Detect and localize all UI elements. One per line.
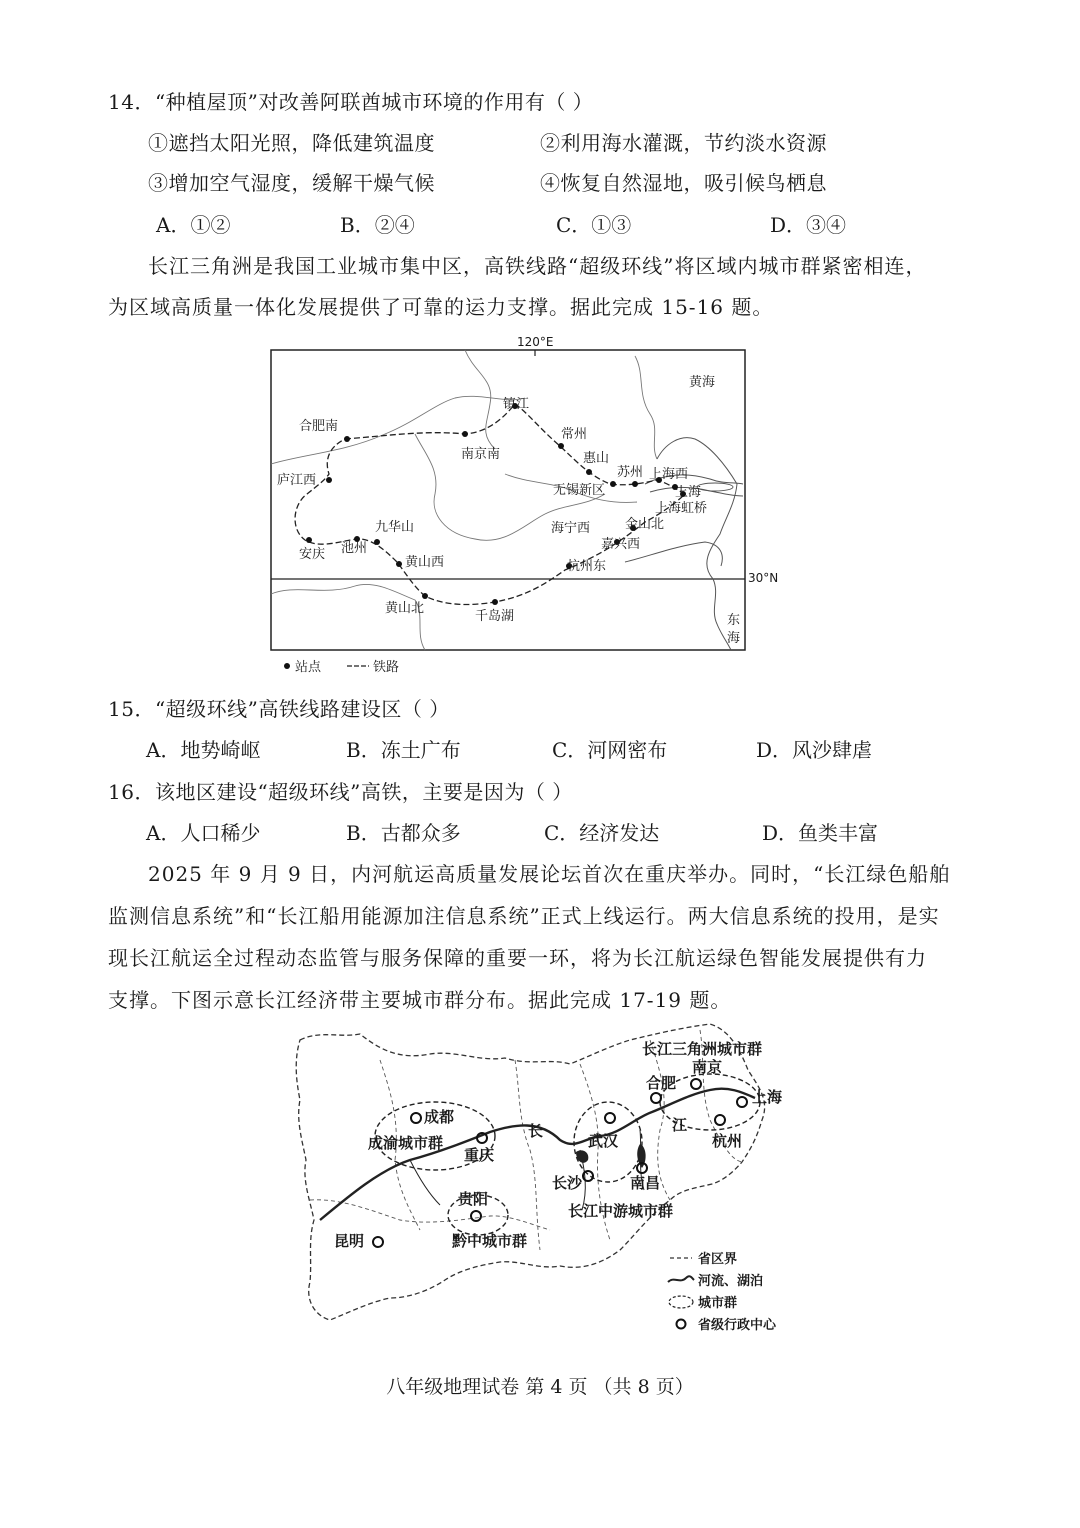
station-label: 安庆 (299, 547, 326, 562)
chongming-island (697, 483, 733, 491)
tributary-river (410, 1160, 440, 1205)
page-footer: 八年级地理试卷 第 4 页 （共 8 页） (386, 1376, 694, 1398)
sea-label-dong: 东 (727, 613, 741, 628)
station-dot (326, 477, 332, 483)
city-marker-hefei (651, 1093, 661, 1103)
province-border (515, 1060, 540, 1250)
legend-cluster-label: 城市群 (698, 1296, 738, 1311)
lat-30n-label: 30°N (748, 571, 779, 585)
city-label: 南昌 (630, 1174, 661, 1192)
sea-label-huanghai: 黄海 (689, 375, 716, 390)
city-label: 贵阳 (458, 1190, 489, 1208)
legend-station-label: 站点 (295, 660, 322, 675)
station-dot (492, 599, 498, 605)
q15-stem: 15．“超级环线”高铁线路建设区（ ） (108, 697, 450, 721)
city-label: 昆明 (334, 1232, 365, 1250)
station-dot (344, 436, 350, 442)
station-label: 九华山 (375, 520, 415, 535)
sea-label-hai: 海 (727, 631, 741, 646)
q16-option-b: B．古都众多 (346, 821, 461, 845)
station-dot (422, 593, 428, 599)
city-label: 武汉 (588, 1132, 619, 1150)
station-label: 上海西 (649, 467, 689, 482)
city-cluster-map (280, 1020, 810, 1333)
legend-railway-label: 铁路 (373, 660, 400, 675)
city-label: 上海 (752, 1088, 783, 1106)
river-char-jiang: 江 (672, 1116, 688, 1134)
city-marker-wuhan (605, 1113, 615, 1123)
q15-option-d: D．风沙肆虐 (756, 738, 873, 762)
q14-item-3: ③增加空气湿度，缓解干燥气候 (148, 171, 435, 195)
railway-map (265, 334, 779, 684)
q14-option-d: D．③④ (770, 213, 847, 237)
cluster-label-yrd: 长江三角洲城市群 (642, 1040, 763, 1058)
city-label: 合肥 (646, 1074, 677, 1092)
city-label: 杭州 (712, 1132, 743, 1150)
city-label: 成都 (424, 1108, 455, 1126)
intro1-line2: 为区域高质量一体化发展提供了可靠的运力支撑。据此完成 15-16 题。 (108, 295, 774, 319)
lon-120e-label: 120°E (517, 335, 554, 349)
station-dot (306, 537, 312, 543)
station-label: 嘉兴西 (601, 537, 641, 552)
q16-option-d: D．鱼类丰富 (762, 821, 879, 845)
city-label: 长沙 (552, 1174, 583, 1192)
q14-option-b: B．②④ (340, 213, 415, 237)
q16-stem: 16．该地区建设“超级环线”高铁，主要是因为（ ） (108, 780, 573, 804)
station-label: 池州 (341, 541, 368, 556)
city-marker-nanjing (691, 1079, 701, 1089)
station-label: 上海 (675, 485, 702, 500)
station-dot (586, 469, 592, 475)
intro2-line2: 监测信息系统”和“长江船用能源加注信息系统”正式上线运行。两大信息系统的投用，是实 (108, 904, 940, 928)
q15-option-b: B．冻土广布 (346, 738, 461, 762)
station-dot (396, 561, 402, 567)
station-label: 庐江西 (277, 473, 317, 488)
city-label: 重庆 (464, 1146, 495, 1164)
intro2-line4: 支撑。下图示意长江经济带主要城市群分布。据此完成 17-19 题。 (108, 988, 732, 1012)
q14-option-a: A．①② (156, 213, 231, 237)
station-dot (632, 481, 638, 487)
station-dot (374, 539, 380, 545)
station-dot (462, 431, 468, 437)
station-label: 黄山北 (385, 601, 425, 616)
q14-item-4: ④恢复自然湿地，吸引候鸟栖息 (540, 171, 827, 195)
railway-loop (295, 404, 685, 604)
province-border (635, 356, 657, 459)
q14-item-2: ②利用海水灌溉，节约淡水资源 (540, 131, 827, 155)
province-border (465, 350, 495, 449)
station-label: 合肥南 (299, 419, 339, 434)
legend-border-label: 省区界 (698, 1252, 738, 1267)
q15-option-c: C．河网密布 (552, 738, 668, 762)
river-char-chang: 长 (528, 1122, 544, 1140)
legend-capital-symbol (677, 1320, 686, 1329)
station-label: 杭州东 (567, 559, 607, 574)
city-marker-hangzhou (715, 1115, 725, 1125)
legend-river-symbol (668, 1276, 694, 1282)
cluster-label-zhongyou: 长江中游城市群 (568, 1202, 674, 1220)
intro2-line1: 2025 年 9 月 9 日，内河航运高质量发展论坛首次在重庆举办。同时，“长江绿色船舶 (148, 862, 951, 886)
intro2-line3: 现长江航运全过程动态监管与服务保障的重要一环，将为长江航运绿色智能发展提供有力 (108, 946, 927, 970)
station-dot (610, 481, 616, 487)
station-label: 千岛湖 (475, 609, 515, 624)
q14-option-c: C．①③ (556, 213, 632, 237)
city-marker-kunming (373, 1237, 383, 1247)
station-label: 苏州 (617, 465, 644, 480)
station-label: 常州 (561, 427, 588, 442)
legend-station-dot (284, 663, 290, 669)
city-marker-shanghai (737, 1097, 747, 1107)
q15-option-a: A．地势崎岖 (146, 738, 261, 762)
province-border (310, 1200, 550, 1230)
station-label: 镇江 (503, 397, 530, 412)
q16-option-a: A．人口稀少 (146, 821, 261, 845)
intro1-line1: 长江三角洲是我国工业城市集中区，高铁线路“超级环线”将区域内城市群紧密相连， (148, 254, 927, 278)
station-label: 无锡新区 (553, 483, 606, 498)
station-label: 惠山 (583, 451, 610, 466)
q16-option-c: C．经济发达 (544, 821, 660, 845)
station-label: 黄山西 (405, 555, 445, 570)
city-marker-guiyang (471, 1211, 481, 1221)
legend-river-label: 河流、湖泊 (698, 1274, 764, 1289)
q14-stem: 14．“种植屋顶”对改善阿联酋城市环境的作用有（ ） (108, 90, 594, 114)
q14-item-1: ①遮挡太阳光照，降低建筑温度 (148, 131, 435, 155)
station-label: 上海虹桥 (655, 501, 708, 516)
province-border (271, 584, 425, 650)
station-label: 金山北 (625, 517, 665, 532)
station-dot (558, 443, 564, 449)
cluster-label-qianzhong: 黔中城市群 (452, 1232, 528, 1250)
legend-cluster-symbol (669, 1296, 693, 1308)
station-label: 南京南 (461, 447, 501, 462)
map1-frame (271, 350, 745, 650)
city-marker-chengdu (411, 1113, 421, 1123)
station-label: 海宁西 (551, 521, 591, 536)
cluster-label-chengyu: 成渝城市群 (368, 1134, 444, 1152)
city-label: 南京 (692, 1058, 723, 1076)
legend-capital-label: 省级行政中心 (698, 1318, 777, 1333)
